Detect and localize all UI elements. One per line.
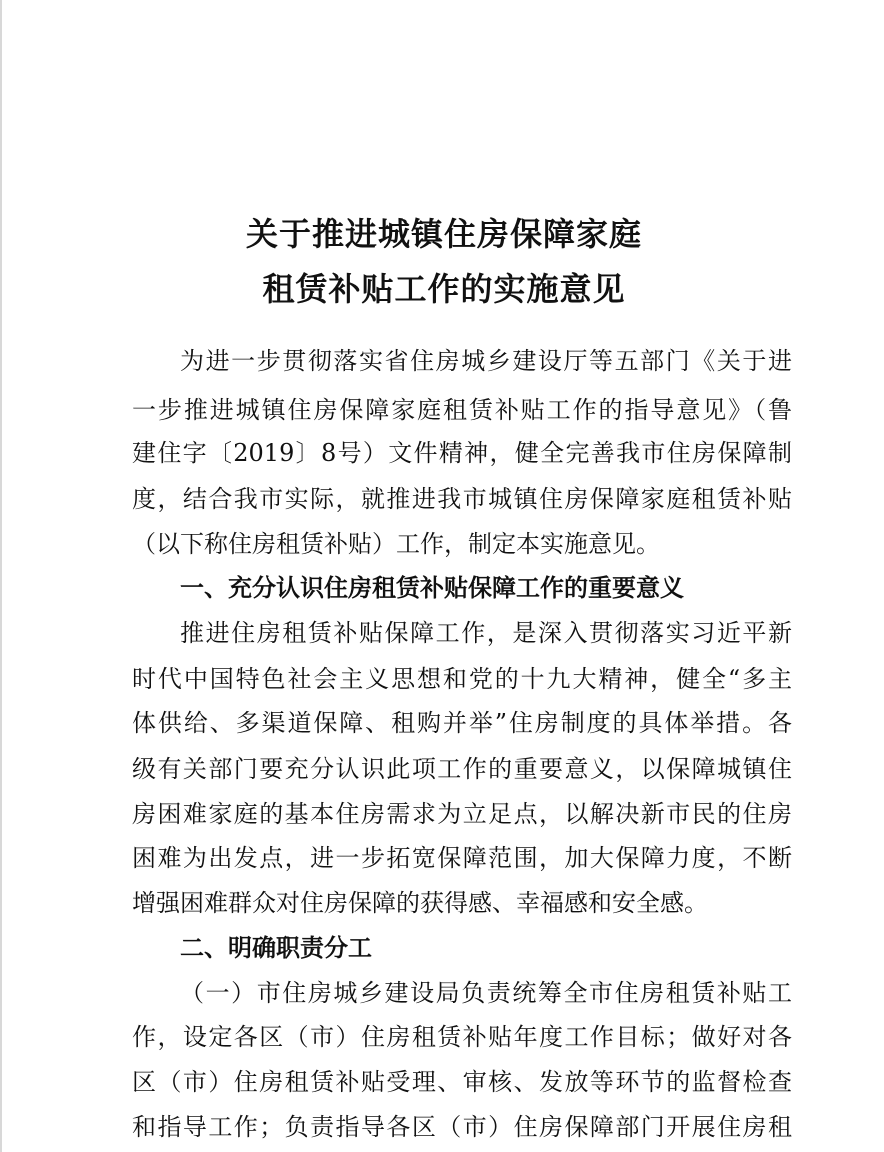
section1-paragraph-line: 增强困难群众对住房保障的获得感、幸福感和安全感。: [132, 889, 708, 917]
section-heading-2: 二、明确职责分工: [180, 934, 372, 962]
section1-paragraph-line: 困难为出发点，进一步拓宽保障范围，加大保障力度，不断: [132, 844, 792, 872]
section2-paragraph-line: （一）市住房城乡建设局负责统筹全市住房租赁补贴工: [180, 979, 792, 1007]
section1-paragraph-line: 推进住房租赁补贴保障工作，是深入贯彻落实习近平新: [180, 619, 792, 647]
intro-paragraph-line: 建住字〔2019〕8号）文件精神，健全完善我市住房保障制: [132, 439, 792, 467]
intro-paragraph-line: 度，结合我市实际，就推进我市城镇住房保障家庭租赁补贴: [132, 485, 792, 513]
section-heading-1: 一、充分认识住房租赁补贴保障工作的重要意义: [180, 574, 684, 602]
document-title-line-1: 关于推进城镇住房保障家庭: [245, 215, 642, 253]
section2-paragraph-line: 作，设定各区（市）住房租赁补贴年度工作目标；做好对各: [132, 1023, 792, 1051]
intro-paragraph-line: 一步推进城镇住房保障家庭租赁补贴工作的指导意见》（鲁: [132, 396, 792, 424]
section2-paragraph-line: 和指导工作；负责指导各区（市）住房保障部门开展住房租: [132, 1113, 792, 1141]
intro-paragraph-line: 为进一步贯彻落实省住房城乡建设厅等五部门《关于进: [180, 347, 792, 375]
section1-paragraph-line: 时代中国特色社会主义思想和党的十九大精神，健全“多主: [132, 665, 792, 693]
section1-paragraph-line: 体供给、多渠道保障、租购并举”住房制度的具体举措。各: [132, 709, 792, 737]
section2-paragraph-line: 区（市）住房租赁补贴受理、审核、发放等环节的监督检查: [132, 1068, 792, 1096]
intro-paragraph-line: （以下称住房租赁补贴）工作，制定本实施意见。: [132, 530, 660, 558]
document-title-line-2: 租赁补贴工作的实施意见: [262, 270, 626, 308]
section1-paragraph-line: 房困难家庭的基本住房需求为立足点，以解决新市民的住房: [132, 800, 792, 828]
section1-paragraph-line: 级有关部门要充分认识此项工作的重要意义，以保障城镇住: [132, 755, 792, 783]
